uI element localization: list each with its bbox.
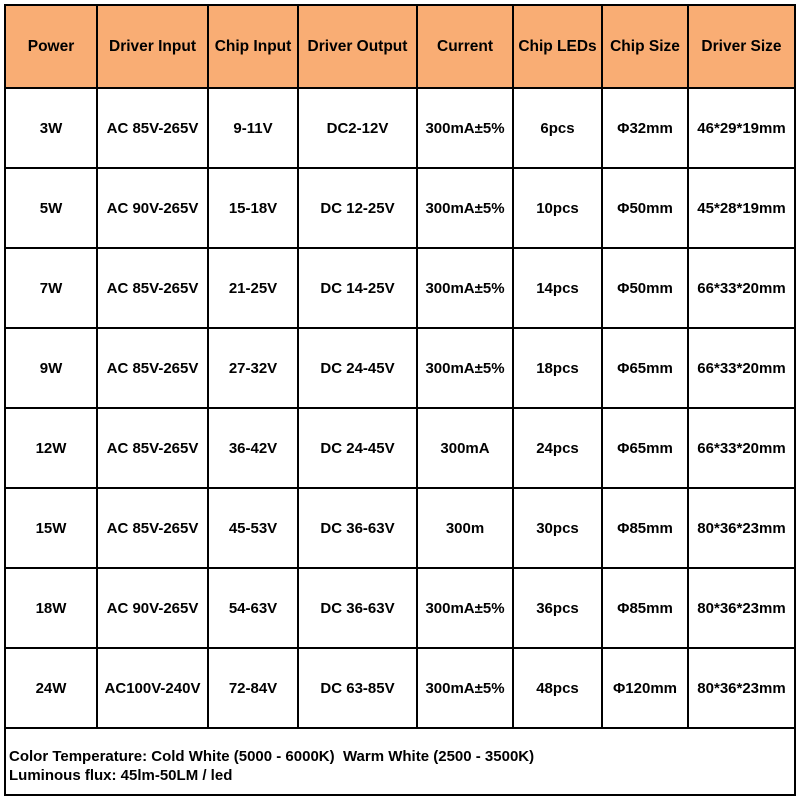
cell-driver-size: 46*29*19mm	[688, 88, 794, 168]
luminous-flux-note: Luminous flux: 45lm-50LM / led	[9, 767, 233, 784]
cell-chip-input: 54-63V	[208, 568, 298, 648]
table-row	[6, 488, 794, 568]
cell-driver-output: DC 24-45V	[298, 328, 417, 408]
table-row	[6, 168, 794, 248]
cell-current: 300mA±5%	[417, 568, 513, 648]
cell-driver-output: DC 24-45V	[298, 408, 417, 488]
cell-driver-input: AC 85V-265V	[97, 328, 208, 408]
cell-current: 300mA±5%	[417, 648, 513, 728]
cell-driver-output: DC2-12V	[298, 88, 417, 168]
table-row	[6, 248, 794, 328]
cell-driver-size: 80*36*23mm	[688, 568, 794, 648]
cell-power: 3W	[6, 88, 97, 168]
cell-chip-size: Φ65mm	[602, 328, 688, 408]
cell-chip-input: 72-84V	[208, 648, 298, 728]
cell-driver-input: AC100V-240V	[97, 648, 208, 728]
cell-driver-size: 45*28*19mm	[688, 168, 794, 248]
cell-power: 7W	[6, 248, 97, 328]
cell-current: 300mA±5%	[417, 248, 513, 328]
table-row	[6, 648, 794, 728]
cell-current: 300mA±5%	[417, 168, 513, 248]
cell-driver-output: DC 36-63V	[298, 568, 417, 648]
color-temperature-note: Color Temperature: Cold White (5000 - 6000K) Warm White (2500 - 3500K)	[9, 748, 535, 765]
cell-chip-leds: 48pcs	[513, 648, 602, 728]
cell-driver-size: 66*33*20mm	[688, 328, 794, 408]
cell-chip-leds: 14pcs	[513, 248, 602, 328]
cell-power: 15W	[6, 488, 97, 568]
header-driver-size: Driver Size	[688, 6, 794, 88]
cell-driver-output: DC 14-25V	[298, 248, 417, 328]
cell-chip-input: 36-42V	[208, 408, 298, 488]
cell-chip-size: Φ50mm	[602, 248, 688, 328]
cell-chip-input: 9-11V	[208, 88, 298, 168]
cell-driver-input: AC 85V-265V	[97, 88, 208, 168]
cell-driver-input: AC 90V-265V	[97, 168, 208, 248]
cell-chip-input: 21-25V	[208, 248, 298, 328]
spec-notes	[6, 729, 794, 785]
cell-driver-output: DC 63-85V	[298, 648, 417, 728]
header-chip-leds: Chip LEDs	[513, 6, 602, 88]
header-power: Power	[6, 6, 97, 88]
cell-chip-leds: 18pcs	[513, 328, 602, 408]
cell-current: 300mA	[417, 408, 513, 488]
cell-chip-leds: 30pcs	[513, 488, 602, 568]
cell-current: 300mA±5%	[417, 88, 513, 168]
table-row	[6, 568, 794, 648]
table-header-row	[6, 6, 794, 88]
cell-driver-output: DC 12-25V	[298, 168, 417, 248]
cell-chip-leds: 6pcs	[513, 88, 602, 168]
header-driver-output: Driver Output	[298, 6, 417, 88]
cell-chip-leds: 10pcs	[513, 168, 602, 248]
cell-chip-input: 27-32V	[208, 328, 298, 408]
cell-chip-leds: 24pcs	[513, 408, 602, 488]
cell-chip-size: Φ50mm	[602, 168, 688, 248]
cell-chip-size: Φ32mm	[602, 88, 688, 168]
table-row	[6, 328, 794, 408]
cell-chip-size: Φ120mm	[602, 648, 688, 728]
cell-chip-leds: 36pcs	[513, 568, 602, 648]
cell-chip-size: Φ85mm	[602, 568, 688, 648]
cell-power: 12W	[6, 408, 97, 488]
table-row	[6, 408, 794, 488]
spec-sheet	[4, 4, 796, 796]
cell-power: 24W	[6, 648, 97, 728]
table-row	[6, 88, 794, 168]
cell-chip-input: 15-18V	[208, 168, 298, 248]
cell-chip-input: 45-53V	[208, 488, 298, 568]
led-spec-table	[6, 6, 794, 729]
cell-power: 5W	[6, 168, 97, 248]
cell-chip-size: Φ65mm	[602, 408, 688, 488]
cell-power: 18W	[6, 568, 97, 648]
cell-driver-size: 80*36*23mm	[688, 648, 794, 728]
cell-chip-size: Φ85mm	[602, 488, 688, 568]
cell-driver-output: DC 36-63V	[298, 488, 417, 568]
header-chip-size: Chip Size	[602, 6, 688, 88]
cell-driver-input: AC 85V-265V	[97, 488, 208, 568]
header-chip-input: Chip Input	[208, 6, 298, 88]
cell-current: 300m	[417, 488, 513, 568]
cell-driver-input: AC 85V-265V	[97, 408, 208, 488]
cell-driver-input: AC 90V-265V	[97, 568, 208, 648]
cell-driver-size: 66*33*20mm	[688, 248, 794, 328]
cell-driver-size: 66*33*20mm	[688, 408, 794, 488]
cell-driver-input: AC 85V-265V	[97, 248, 208, 328]
cell-current: 300mA±5%	[417, 328, 513, 408]
header-current: Current	[417, 6, 513, 88]
cell-driver-size: 80*36*23mm	[688, 488, 794, 568]
cell-power: 9W	[6, 328, 97, 408]
header-driver-input: Driver Input	[97, 6, 208, 88]
